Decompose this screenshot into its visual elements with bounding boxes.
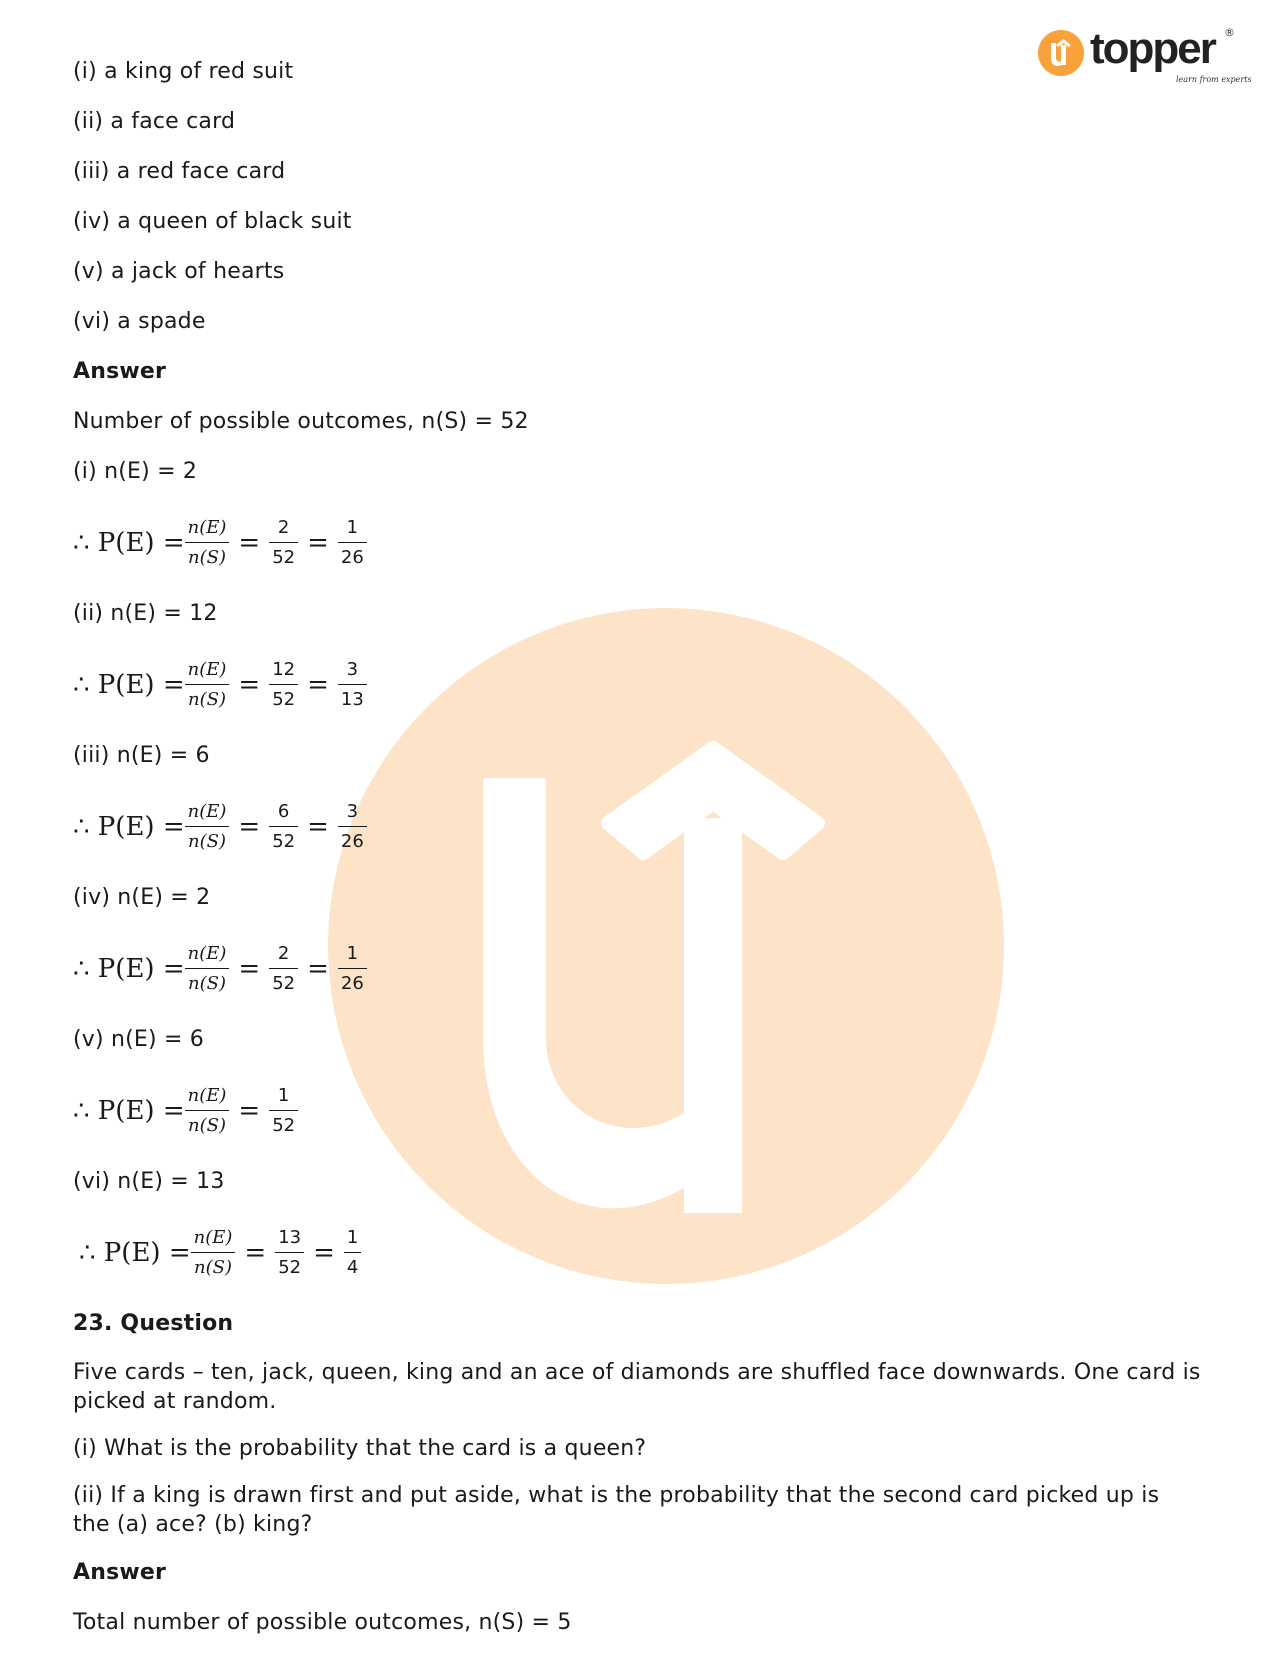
equation-lhs: ∴ P(E) = bbox=[73, 1096, 185, 1126]
fraction-symbolic: $\frac{n(E)}{n(S)}$ bbox=[185, 800, 230, 855]
fraction: $\frac{1}{26}$ bbox=[338, 942, 367, 997]
intro-item: (ii) a face card bbox=[73, 109, 236, 134]
fraction: $\frac{13}{52}$ bbox=[275, 1226, 304, 1281]
equation-lhs: ∴ P(E) = bbox=[79, 1238, 191, 1268]
equals-sign: = bbox=[244, 1238, 267, 1268]
equals-sign: = bbox=[238, 812, 261, 842]
equals-sign: = bbox=[307, 954, 329, 984]
equation-lhs: ∴ P(E) = bbox=[73, 670, 185, 700]
fraction: $\frac{3}{26}$ bbox=[338, 800, 367, 855]
fraction: $\frac{1}{26}$ bbox=[338, 516, 367, 571]
fraction: $\frac{2}{52}$ bbox=[269, 516, 298, 571]
page-content bbox=[73, 56, 1203, 1657]
answer-heading: Answer bbox=[73, 1560, 167, 1585]
fraction-symbolic: $\frac{n(E)}{n(S)}$ bbox=[191, 1226, 236, 1281]
equation-lhs: ∴ P(E) = bbox=[73, 812, 185, 842]
part-label: (vi) n(E) = 13 bbox=[73, 1169, 225, 1194]
fraction-symbolic: $\frac{n(E)}{n(S)}$ bbox=[185, 658, 230, 713]
probability-equation bbox=[73, 932, 1203, 1006]
logo-tagline: learn from experts bbox=[1176, 75, 1252, 84]
registered-mark: ® bbox=[1224, 26, 1235, 39]
part-label: (v) n(E) = 6 bbox=[73, 1027, 205, 1052]
intro-item: (i) a king of red suit bbox=[73, 59, 294, 84]
part-label: (ii) n(E) = 12 bbox=[73, 601, 218, 626]
answer-heading: Answer bbox=[73, 359, 167, 384]
part-label: (i) n(E) = 2 bbox=[73, 459, 198, 484]
question-part-1: (i) What is the probability that the card is a queen? bbox=[73, 1436, 647, 1461]
question-text: Five cards – ten, jack, queen, king and an ace of diamonds are shuffled face downwards. One card is picked at random. bbox=[73, 1360, 1201, 1414]
total-outcomes: Number of possible outcomes, n(S) = 52 bbox=[73, 409, 529, 434]
fraction-symbolic: $\frac{n(E)}{n(S)}$ bbox=[185, 1084, 230, 1139]
fraction: $\frac{2}{52}$ bbox=[269, 942, 298, 997]
question-heading: 23. Question bbox=[73, 1311, 234, 1336]
probability-equation bbox=[73, 1074, 1203, 1148]
probability-equation bbox=[73, 790, 1203, 864]
probability-equation bbox=[73, 648, 1203, 722]
fraction: $\frac{1}{4}$ bbox=[344, 1226, 361, 1281]
part-label: (iii) n(E) = 6 bbox=[73, 743, 210, 768]
equals-sign: = bbox=[238, 670, 261, 700]
brand-logo bbox=[1038, 24, 1252, 88]
equation-lhs: ∴ P(E) = bbox=[73, 954, 185, 984]
intro-item: (v) a jack of hearts bbox=[73, 259, 285, 284]
intro-item: (vi) a spade bbox=[73, 309, 206, 334]
total-outcomes: Total number of possible outcomes, n(S) = 5 bbox=[73, 1610, 572, 1635]
fraction: $\frac{6}{52}$ bbox=[269, 800, 298, 855]
fraction-symbolic: $\frac{n(E)}{n(S)}$ bbox=[185, 516, 230, 571]
fraction-symbolic: $\frac{n(E)}{n(S)}$ bbox=[185, 942, 230, 997]
equals-sign: = bbox=[313, 1238, 335, 1268]
equals-sign: = bbox=[307, 670, 329, 700]
fraction: $\frac{12}{52}$ bbox=[269, 658, 298, 713]
question-part-2: (ii) If a king is drawn first and put aside, what is the probability that the second card picked up is the (a) ace? (b) king? bbox=[73, 1483, 1160, 1537]
equals-sign: = bbox=[307, 528, 329, 558]
fraction: $\frac{3}{13}$ bbox=[338, 658, 367, 713]
intro-item: (iii) a red face card bbox=[73, 159, 286, 184]
equation-lhs: ∴ P(E) = bbox=[73, 528, 185, 558]
logo-wordmark: topper bbox=[1090, 24, 1215, 73]
equals-sign: = bbox=[238, 528, 261, 558]
probability-equation bbox=[79, 1216, 1203, 1290]
equals-sign: = bbox=[307, 812, 329, 842]
fraction: $\frac{1}{52}$ bbox=[269, 1084, 298, 1139]
logo-u-icon bbox=[1038, 30, 1084, 76]
intro-item: (iv) a queen of black suit bbox=[73, 209, 352, 234]
equals-sign: = bbox=[238, 1096, 261, 1126]
part-label: (iv) n(E) = 2 bbox=[73, 885, 211, 910]
probability-equation bbox=[73, 506, 1203, 580]
equals-sign: = bbox=[238, 954, 261, 984]
